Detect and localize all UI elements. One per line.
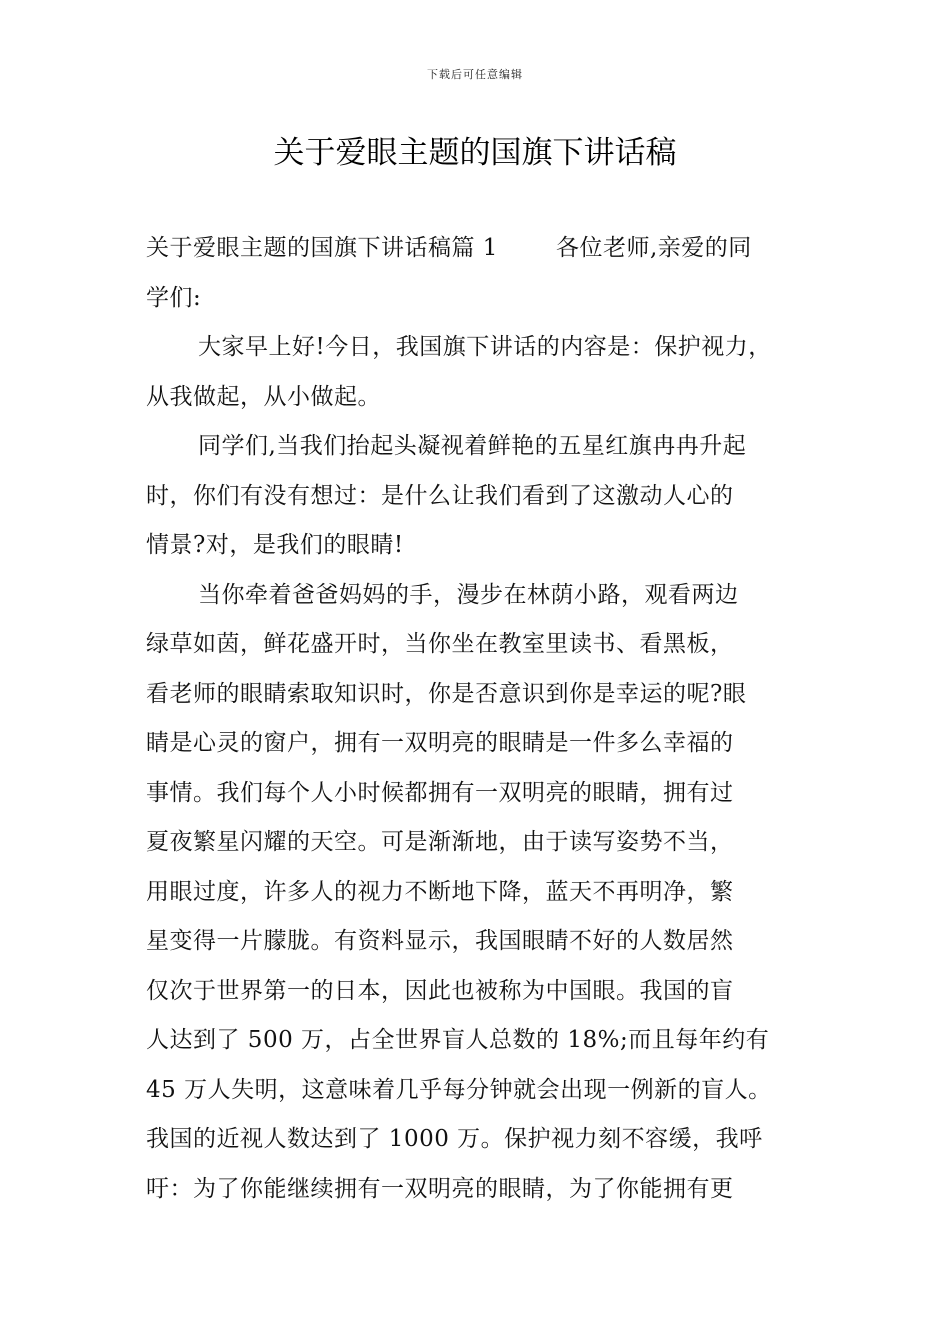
body-line: 事情。我们每个人小时候都拥有一双明亮的眼睛，拥有过 (146, 779, 734, 806)
body-line: 学们: (146, 284, 202, 311)
document-body (146, 224, 810, 1214)
header-note: 下载后可任意编辑 (427, 68, 523, 81)
body-line: 吁：为了你能继续拥有一双明亮的眼睛，为了你能拥有更 (146, 1175, 734, 1202)
body-line: 情景?对，是我们的眼睛! (146, 532, 404, 558)
body-line: 绿草如茵，鲜花盛开时，当你坐在教室里读书、看黑板， (146, 631, 734, 657)
paragraph-start-line: 大家早上好!今日，我国旗下讲话的内容是：保护视力， (198, 334, 772, 360)
body-line: 看老师的眼睛索取知识时，你是否意识到你是幸运的呢?眼 (146, 680, 747, 707)
paragraph-start-line: 同学们,当我们抬起头凝视着鲜艳的五星红旗冉冉升起 (198, 433, 747, 459)
body-line: 夏夜繁星闪耀的天空。可是渐渐地，由于读写姿势不当， (146, 829, 734, 855)
body-line: 睛是心灵的窗户，拥有一双明亮的眼睛是一件多么幸福的 (146, 730, 734, 756)
body-line: 从我做起，从小做起。 (146, 383, 381, 410)
body-line: 星变得一片朦胧。有资料显示，我国眼睛不好的人数居然 (146, 928, 734, 954)
paragraph-start-line: 当你牵着爸爸妈妈的手，漫步在林荫小路，观看两边 (198, 581, 739, 608)
document-title: 关于爱眼主题的国旗下讲话稿 (273, 135, 677, 171)
body-line: 人达到了 500 万，占全世界盲人总数的 18%;而且每年约有 (146, 1027, 770, 1053)
section-heading: 关于爱眼主题的国旗下讲话稿篇 1 (146, 235, 498, 261)
body-line: 仅次于世界第一的日本，因此也被称为中国眼。我国的盲 (146, 977, 734, 1004)
body-line: 时，你们有没有想过：是什么让我们看到了这激动人心的 (146, 482, 734, 509)
body-line: 45 万人失明，这意味着几乎每分钟就会出现一例新的盲人。 (146, 1076, 772, 1103)
body-line: 用眼过度，许多人的视力不断地下降，蓝天不再明净，繁 (146, 878, 734, 905)
body-line: 我国的近视人数达到了 1000 万。保护视力刻不容缓，我呼 (146, 1126, 763, 1152)
body-line (146, 224, 810, 274)
salutation: 各位老师,亲爱的同 (555, 235, 752, 261)
